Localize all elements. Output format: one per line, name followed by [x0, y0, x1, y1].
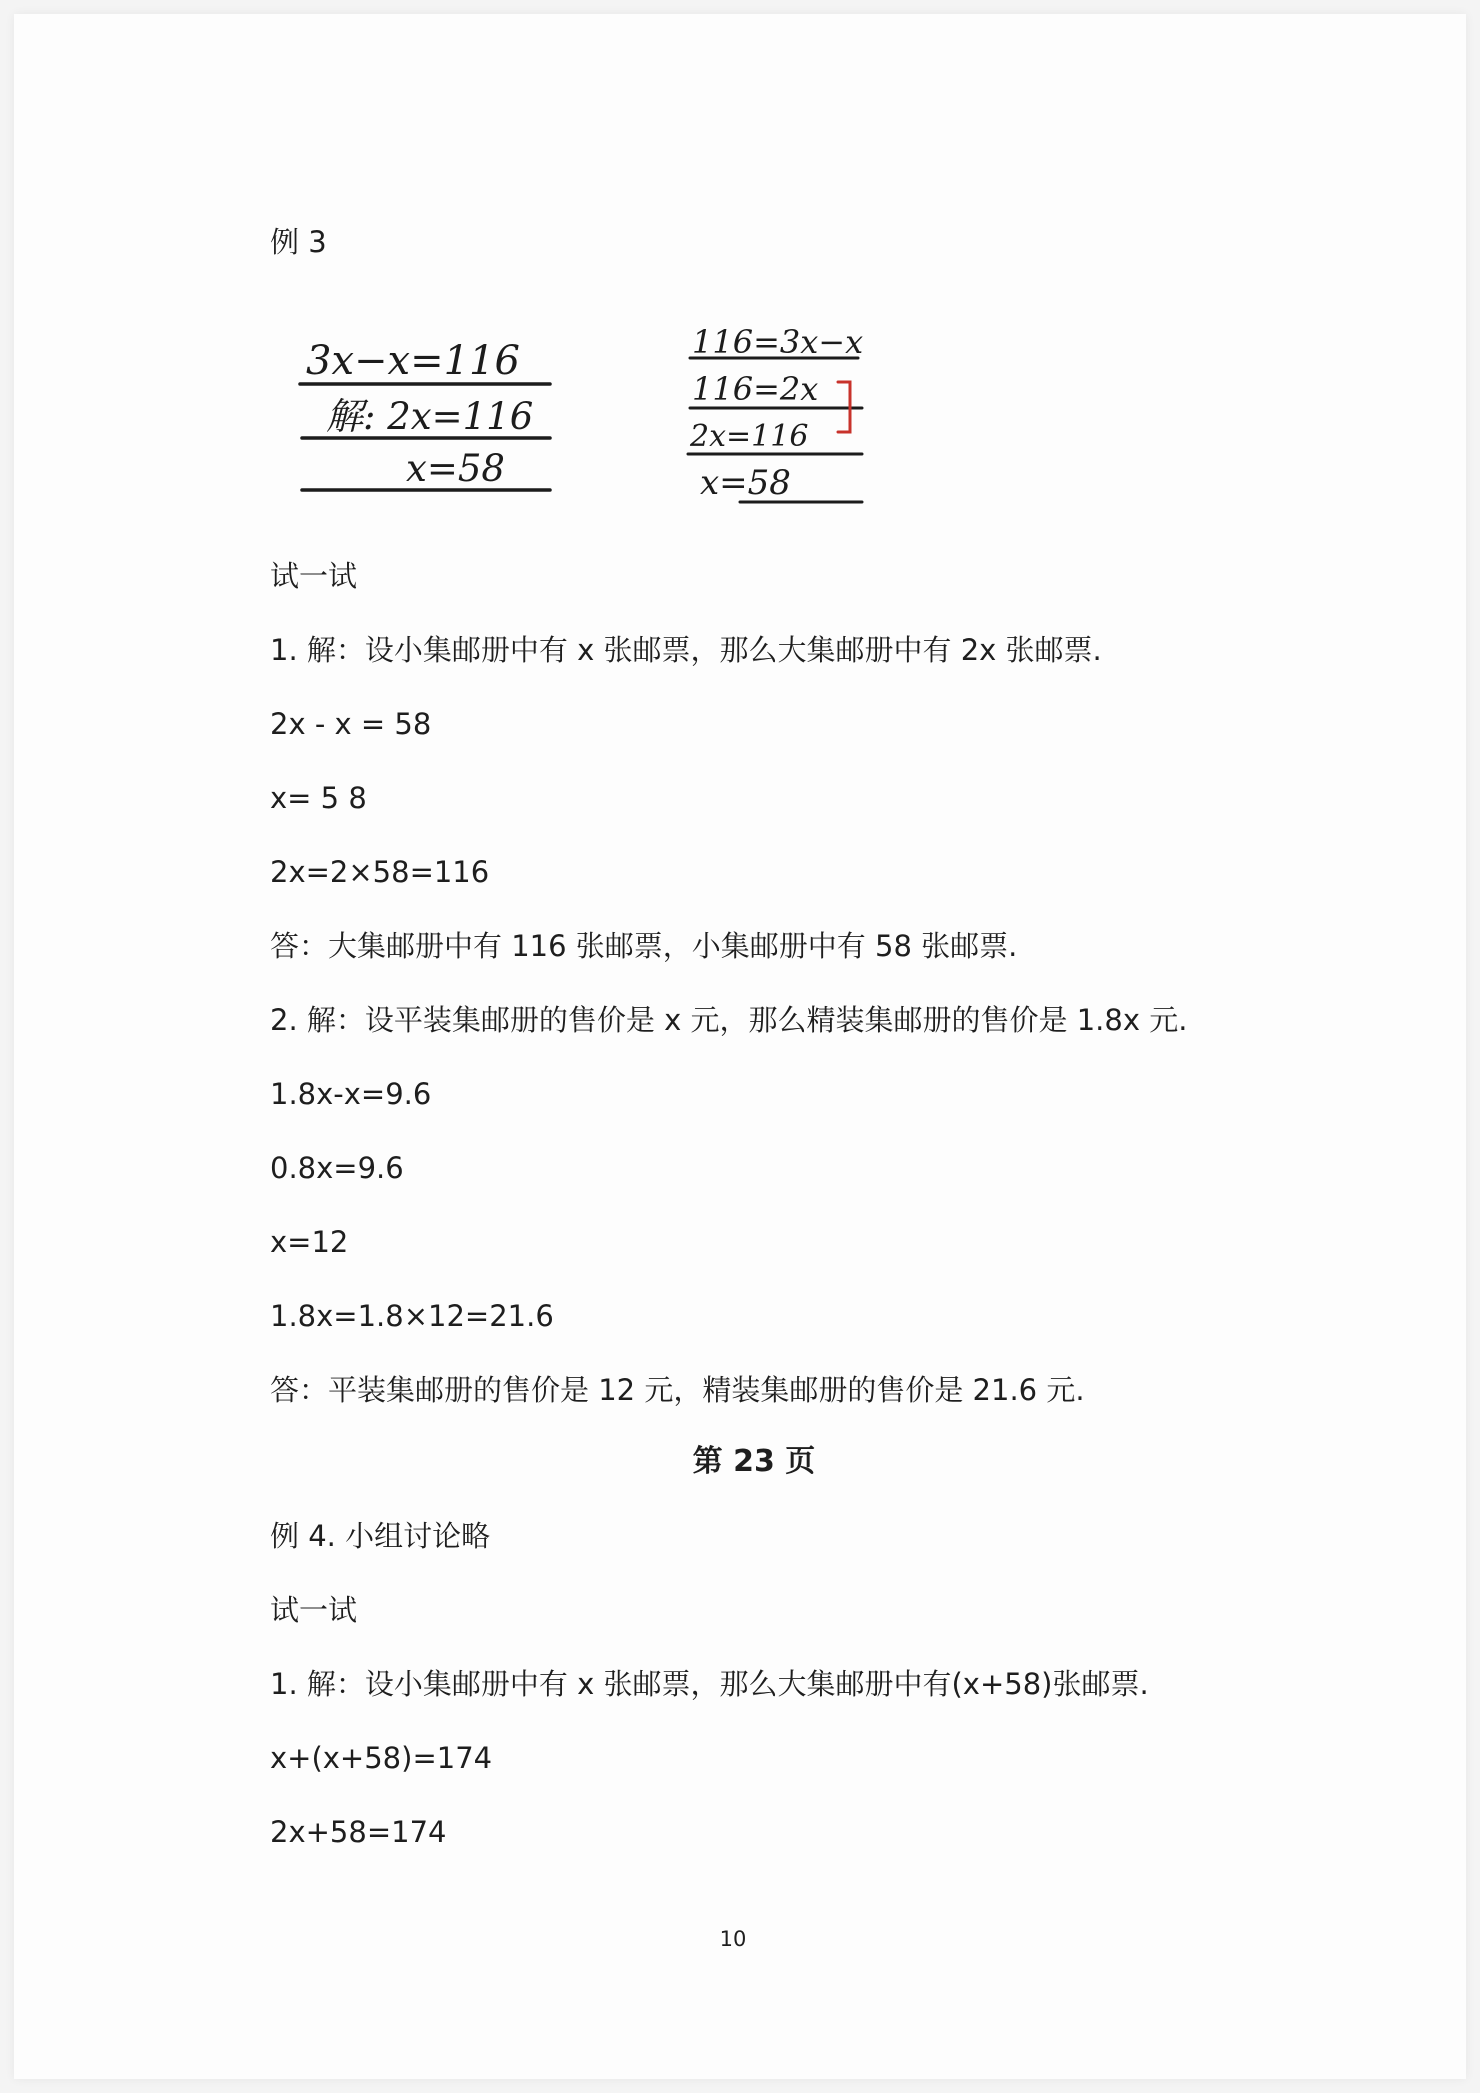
- hw-right-line1: 116=3x−x: [692, 323, 864, 361]
- text-line: 答：平装集邮册的售价是 12 元，精装集邮册的售价是 21.6 元.: [270, 1373, 1085, 1407]
- text-line: 1. 解：设小集邮册中有 x 张邮票，那么大集邮册中有 2x 张邮票.: [270, 633, 1102, 667]
- text-line: 试一试: [270, 559, 358, 593]
- text-line: 2x - x = 58: [270, 707, 432, 741]
- hw-right-line2: 116=2x: [692, 370, 819, 408]
- text-line: 试一试: [270, 1593, 358, 1627]
- hw-left-line3: x=58: [406, 447, 505, 490]
- text-line: 2. 解：设平装集邮册的售价是 x 元，那么精装集邮册的售价是 1.8x 元.: [270, 1003, 1188, 1037]
- hw-right-line3: 2x=116: [690, 419, 809, 454]
- text-line: 2x=2×58=116: [270, 855, 490, 889]
- hw-left-line1: 3x−x=116: [306, 338, 520, 384]
- text-line: x=12: [270, 1225, 349, 1259]
- handwritten-solution-right: [678, 320, 878, 510]
- text-line: 0.8x=9.6: [270, 1151, 404, 1185]
- text-line: 答：大集邮册中有 116 张邮票，小集邮册中有 58 张邮票.: [270, 929, 1018, 963]
- text-line: x= 5 8: [270, 781, 367, 815]
- hw-right-line4: x=58: [700, 463, 791, 503]
- text-line: 1. 解：设小集邮册中有 x 张邮票，那么大集邮册中有(x+58)张邮票.: [270, 1667, 1149, 1701]
- text-line: 1.8x=1.8×12=21.6: [270, 1299, 554, 1333]
- text-line: x+(x+58)=174: [270, 1741, 493, 1775]
- page-heading: 第 23 页: [692, 1444, 816, 1479]
- example-3-label: 例 3: [270, 225, 327, 259]
- page-number: 10: [719, 1927, 747, 1951]
- text-line: 1.8x-x=9.6: [270, 1077, 432, 1111]
- text-line: 2x+58=174: [270, 1815, 447, 1849]
- hw-left-line2: 解: 2x=116: [326, 395, 534, 438]
- text-line: 例 4. 小组讨论略: [270, 1519, 491, 1553]
- handwritten-solution-left: [298, 330, 558, 505]
